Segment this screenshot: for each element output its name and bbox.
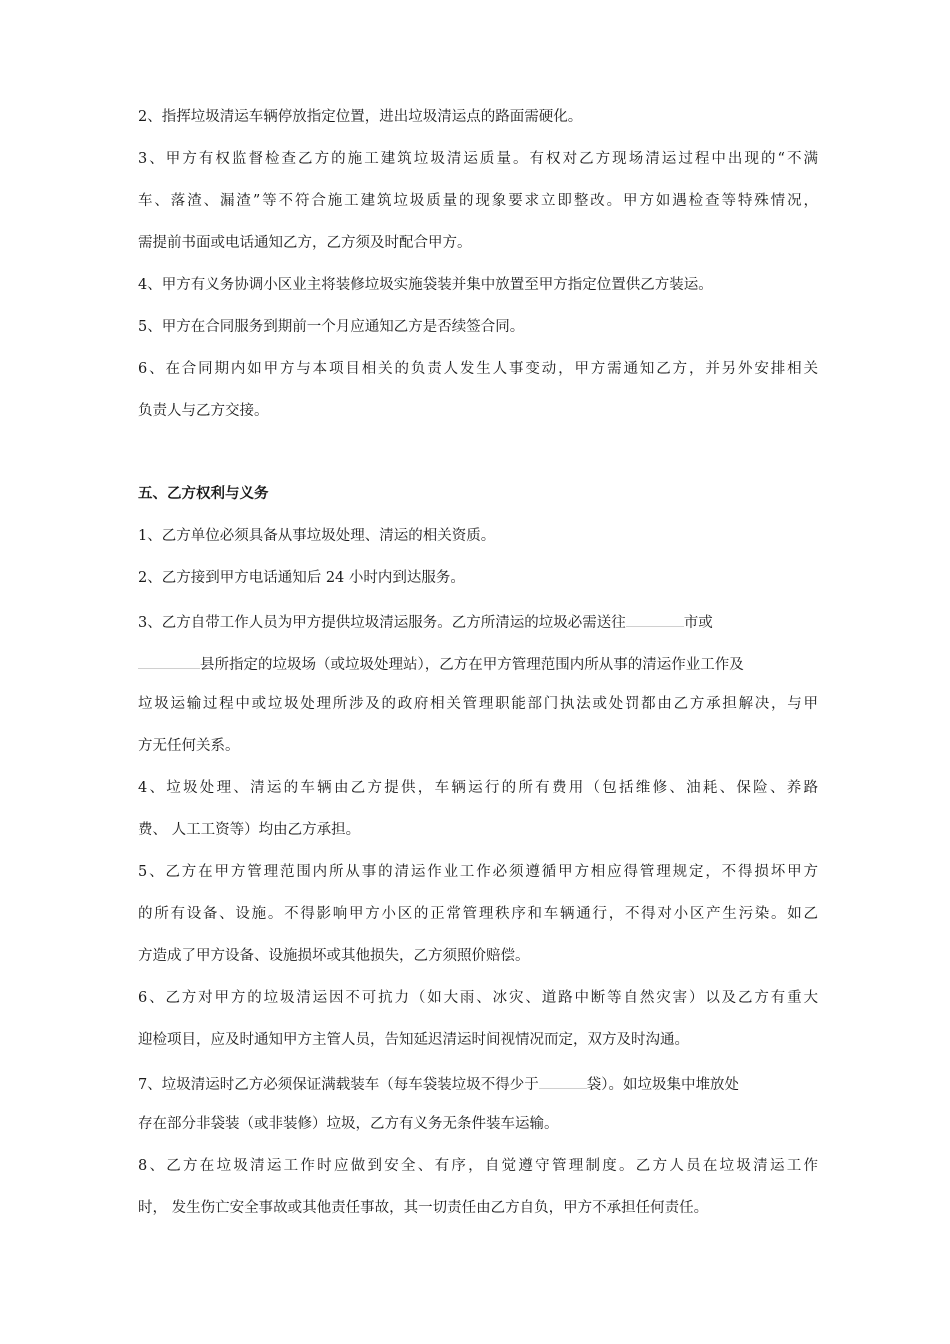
section-5-heading: 五、乙方权利与义务 <box>138 485 269 502</box>
clause-5-7-line-2: 存在部分非袋装（或非装修）垃圾，乙方有义务无条件装车运输。 <box>138 1116 559 1132</box>
clause-4-2: 2、指挥垃圾清运车辆停放指定位置，进出垃圾清运点的路面需硬化。 <box>138 109 583 125</box>
clause-4-5: 5、甲方在合同服务到期前一个月应通知乙方是否续签合同。 <box>138 319 525 335</box>
clause-4-3-line-3: 需提前书面或电话通知乙方，乙方须及时配合甲方。 <box>138 235 472 251</box>
clause-5-7-text-b: 袋）。如垃圾集中堆放处 <box>586 1077 739 1093</box>
clause-5-6-line-1: 6、乙方对甲方的垃圾清运因不可抗力（如大雨、冰灾、道路中断等自然灾害）以及乙方有重大 <box>138 990 818 1006</box>
clause-5-5-line-2: 的所有设备、设施。不得影响甲方小区的正常管理秩序和车辆通行，不得对小区产生污染。如乙 <box>138 906 818 922</box>
clause-5-3-line-4: 方无任何关系。 <box>138 738 240 754</box>
bag-count-blank <box>539 1072 587 1089</box>
city-blank <box>626 610 684 627</box>
clause-5-5-line-3: 方造成了甲方设备、设施损坏或其他损失，乙方须照价赔偿。 <box>138 948 530 964</box>
clause-5-3-line-1 <box>138 610 818 633</box>
clause-5-7-text-a: 7、垃圾清运时乙方必须保证满载装车（每车袋装垃圾不得少于 <box>138 1077 539 1093</box>
clause-4-3-line-2: 车、落渣、漏渣”等不符合施工建筑垃圾质量的现象要求立即整改。甲方如遇检查等特殊情况， <box>138 193 818 209</box>
county-blank <box>138 652 200 669</box>
clause-5-8-line-1: 8、乙方在垃圾清运工作时应做到安全、有序，自觉遵守管理制度。乙方人员在垃圾清运工作 <box>138 1158 818 1174</box>
clause-5-6-line-2: 迎检项目，应及时通知甲方主管人员，告知延迟清运时间视情况而定，双方及时沟通。 <box>138 1032 689 1048</box>
clause-5-3-line-2 <box>138 652 818 675</box>
clause-5-3-text-c: 县所指定的垃圾场（或垃圾处理站），乙方在甲方管理范围内所从事的清运作业工作及 <box>200 657 744 673</box>
clause-5-3-line-3: 垃圾运输过程中或垃圾处理所涉及的政府相关管理职能部门执法或处罚都由乙方承担解决，与甲 <box>138 696 818 712</box>
clause-4-6-line-1: 6、在合同期内如甲方与本项目相关的负责人发生人事变动，甲方需通知乙方，并另外安排相关 <box>138 361 818 377</box>
clause-4-4: 4、甲方有义务协调小区业主将装修垃圾实施袋装并集中放置至甲方指定位置供乙方装运。 <box>138 277 713 293</box>
clause-5-3-text-a: 3、乙方自带工作人员为甲方提供垃圾清运服务。乙方所清运的垃圾必需送往 <box>138 615 626 631</box>
clause-5-5-line-1: 5、乙方在甲方管理范围内所从事的清运作业工作必须遵循甲方相应得管理规定，不得损坏甲方 <box>138 864 818 880</box>
clause-5-3-text-b: 市或 <box>683 615 713 631</box>
clause-5-1: 1、乙方单位必须具备从事垃圾处理、清运的相关资质。 <box>138 528 496 544</box>
clause-5-4-line-2: 费、 人工工资等）均由乙方承担。 <box>138 822 361 838</box>
clause-5-8-line-2: 时， 发生伤亡安全事故或其他责任事故，其一切责任由乙方自负，甲方不承担任何责任。 <box>138 1200 709 1216</box>
clause-5-2: 2、乙方接到甲方电话通知后 24 小时内到达服务。 <box>138 570 465 586</box>
clause-4-3-line-1: 3、甲方有权监督检查乙方的施工建筑垃圾清运质量。有权对乙方现场清运过程中出现的“不满 <box>138 151 818 167</box>
clause-5-4-line-1: 4、垃圾处理、清运的车辆由乙方提供，车辆运行的所有费用（包括维修、油耗、保险、养路 <box>138 780 818 796</box>
clause-4-6-line-2: 负责人与乙方交接。 <box>138 403 269 419</box>
clause-5-7-line-1 <box>138 1072 818 1095</box>
